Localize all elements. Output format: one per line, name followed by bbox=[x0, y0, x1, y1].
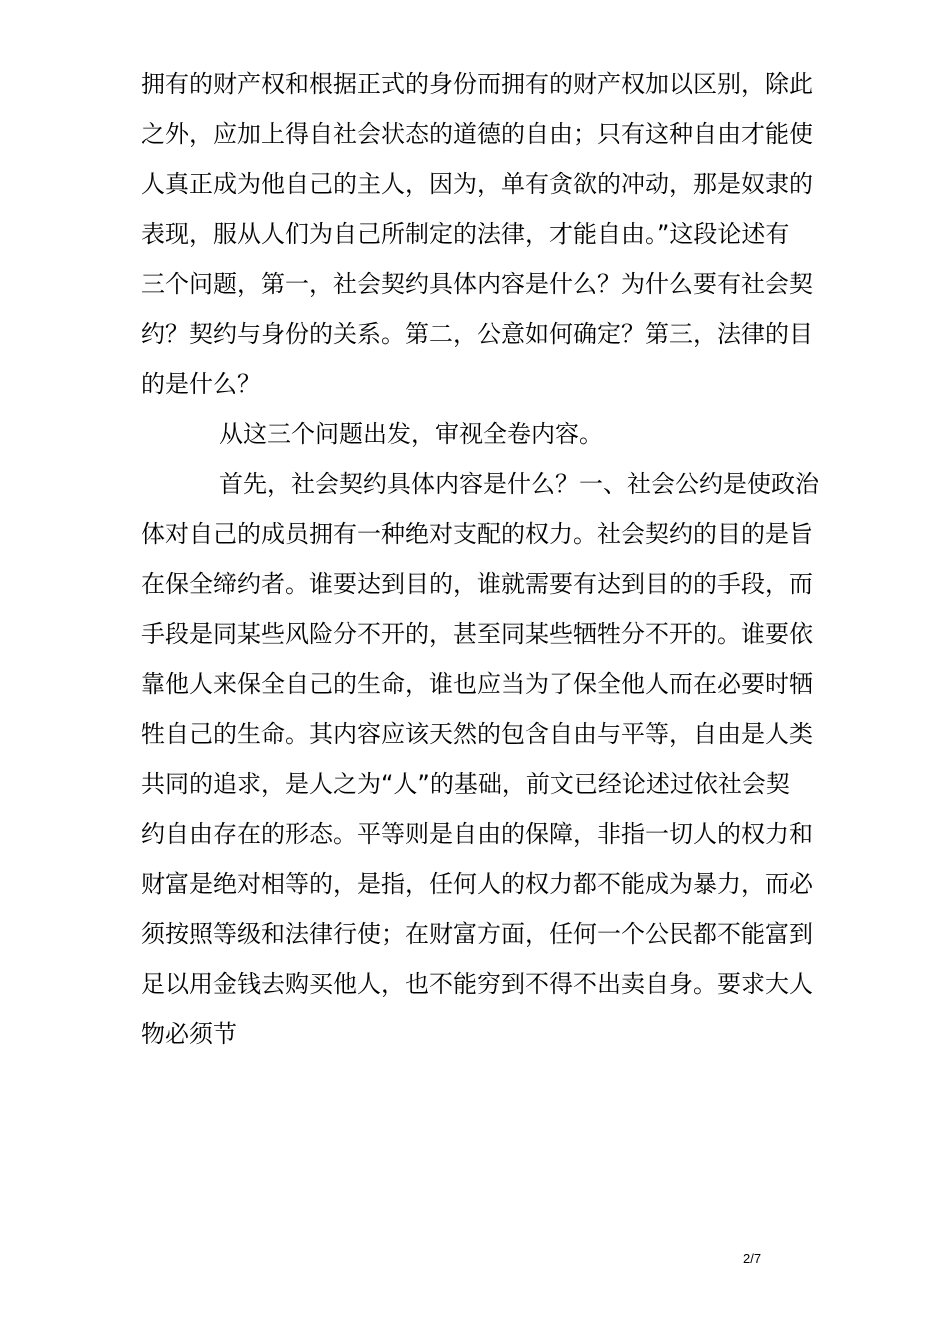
text-line: 表现，服从人们为自己所制定的法律，才能自由。”这段论述有 bbox=[141, 220, 790, 248]
text-line: 在保全缔约者。谁要达到目的，谁就需要有达到目的的手段，而 bbox=[141, 570, 813, 598]
text-line: 人真正成为他自己的主人，因为，单有贪欲的冲动，那是奴隶的 bbox=[141, 170, 813, 198]
text-line-paragraph-start: 首先，社会契约具体内容是什么？一、社会公约是使政治 bbox=[219, 470, 819, 498]
text-line: 靠他人来保全自己的生命，谁也应当为了保全他人而在必要时牺 bbox=[141, 670, 813, 698]
text-line: 足以用金钱去购买他人，也不能穷到不得不出卖自身。要求大人 bbox=[141, 970, 813, 998]
text-line: 约？契约与身份的关系。第二，公意如何确定？第三，法律的目 bbox=[141, 320, 813, 348]
text-line: 三个问题，第一，社会契约具体内容是什么？为什么要有社会契 bbox=[141, 270, 813, 298]
body-text bbox=[141, 59, 841, 1059]
text-line: 财富是绝对相等的，是指，任何人的权力都不能成为暴力，而必 bbox=[141, 870, 813, 898]
text-line: 共同的追求，是人之为“人”的基础，前文已经论述过依社会契 bbox=[141, 770, 790, 798]
page-number: 2/7 bbox=[743, 1251, 762, 1266]
text-line: 的是什么？ bbox=[141, 370, 261, 398]
text-line: 约自由存在的形态。平等则是自由的保障，非指一切人的权力和 bbox=[141, 820, 813, 848]
text-line: 手段是同某些风险分不开的，甚至同某些牺牲分不开的。谁要依 bbox=[141, 620, 813, 648]
text-line: 体对自己的成员拥有一种绝对支配的权力。社会契约的目的是旨 bbox=[141, 520, 813, 548]
text-line: 拥有的财产权和根据正式的身份而拥有的财产权加以区别，除此 bbox=[141, 70, 813, 98]
text-line: 之外，应加上得自社会状态的道德的自由；只有这种自由才能使 bbox=[141, 120, 813, 148]
text-line: 物必须节 bbox=[141, 1020, 237, 1048]
text-line: 牲自己的生命。其内容应该天然的包含自由与平等，自由是人类 bbox=[141, 720, 813, 748]
text-line-paragraph-start: 从这三个问题出发，审视全卷内容。 bbox=[219, 420, 603, 448]
text-line: 须按照等级和法律行使；在财富方面，任何一个公民都不能富到 bbox=[141, 920, 813, 948]
